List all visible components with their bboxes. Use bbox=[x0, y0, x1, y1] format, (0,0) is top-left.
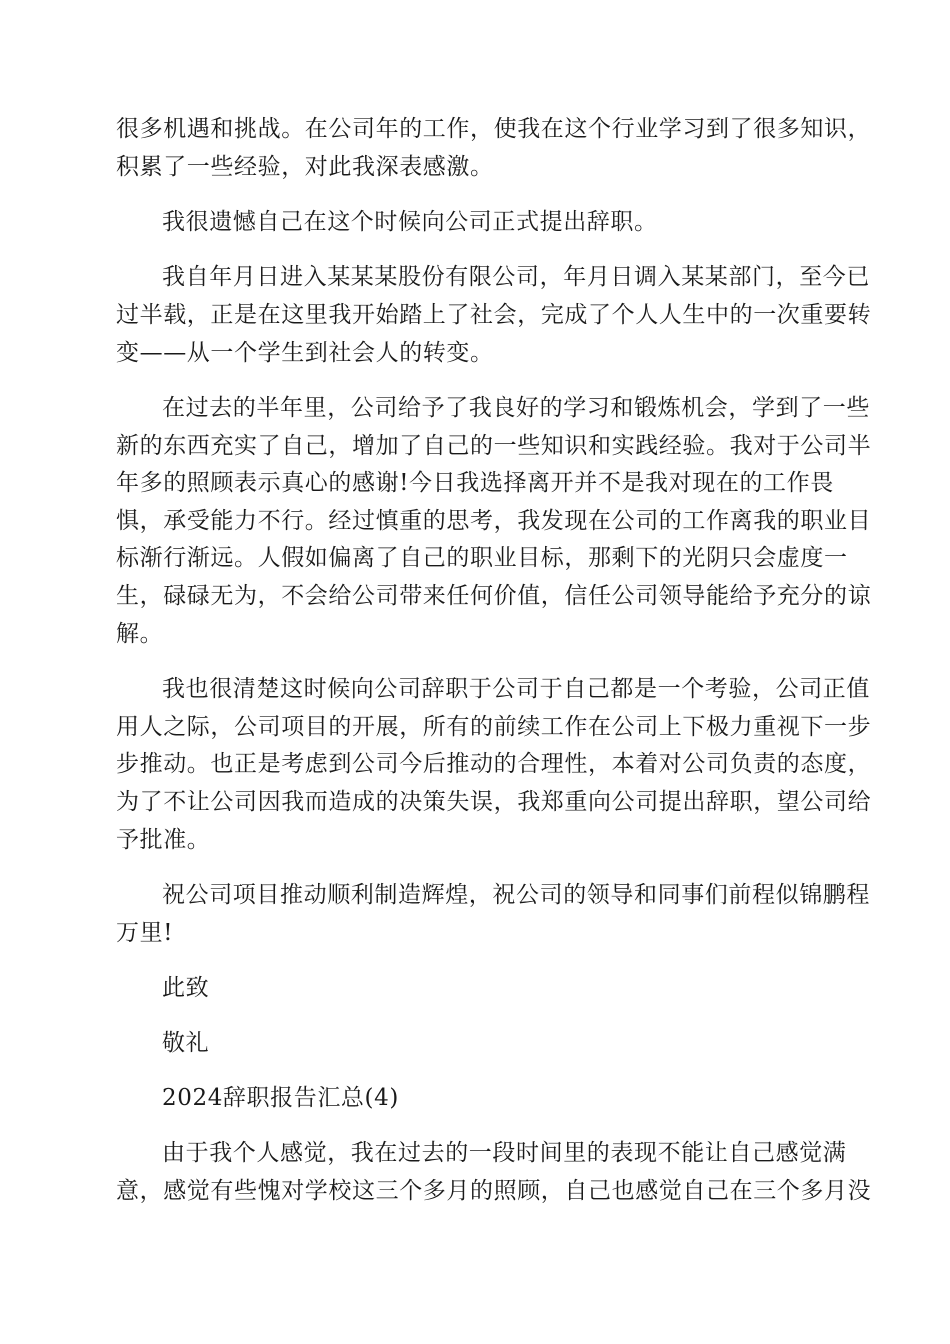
paragraph-1-line-1: 很多机遇和挑战。在公司年的工作，使我在这个行业学习到了很多知识， bbox=[116, 116, 872, 142]
paragraph-5-line-1: 我也很清楚这时候向公司辞职于公司于自己都是一个考验，公司正值 bbox=[162, 676, 870, 702]
paragraph-4-line-1: 在过去的半年里，公司给予了我良好的学习和锻炼机会，学到了一些 bbox=[162, 395, 870, 421]
closing-regards: 敬礼 bbox=[162, 1030, 210, 1056]
paragraph-1-line-2: 积累了一些经验，对此我深表感激。 bbox=[116, 154, 494, 180]
paragraph-6-line-2: 万里! bbox=[116, 920, 174, 946]
paragraph-4-line-6: 生，碌碌无为，不会给公司带来任何价值，信任公司领导能给予充分的谅 bbox=[116, 583, 872, 609]
closing-salutation: 此致 bbox=[162, 975, 210, 1001]
paragraph-2-line-1: 我很遗憾自己在这个时候向公司正式提出辞职。 bbox=[162, 209, 658, 235]
paragraph-10-line-1: 由于我个人感觉，我在过去的一段时间里的表现不能让自己感觉满 bbox=[162, 1140, 847, 1166]
section-heading: 2024辞职报告汇总(4) bbox=[162, 1085, 399, 1111]
paragraph-5-line-4: 为了不让公司因我而造成的决策失误，我郑重向公司提出辞职，望公司给 bbox=[116, 789, 872, 815]
paragraph-3-line-2: 过半载，正是在这里我开始踏上了社会，完成了个人人生中的一次重要转 bbox=[116, 302, 872, 328]
paragraph-5-line-5: 予批准。 bbox=[116, 827, 211, 853]
paragraph-3-line-1: 我自年月日进入某某某股份有限公司，年月日调入某某部门，至今已 bbox=[162, 264, 870, 290]
paragraph-4-line-3: 年多的照顾表示真心的感谢!今日我选择离开并不是我对现在的工作畏 bbox=[116, 470, 834, 496]
paragraph-6-line-1: 祝公司项目推动顺利制造辉煌，祝公司的领导和同事们前程似锦鹏程 bbox=[162, 882, 870, 908]
paragraph-5-line-3: 步推动。也正是考虑到公司今后推动的合理性，本着对公司负责的态度， bbox=[116, 751, 872, 777]
paragraph-4-line-2: 新的东西充实了自己，增加了自己的一些知识和实践经验。我对于公司半 bbox=[116, 433, 872, 459]
paragraph-4-line-7: 解。 bbox=[116, 621, 164, 647]
paragraph-5-line-2: 用人之际，公司项目的开展，所有的前续工作在公司上下极力重视下一步 bbox=[116, 714, 872, 740]
paragraph-4-line-5: 标渐行渐远。人假如偏离了自己的职业目标，那剩下的光阴只会虚度一 bbox=[116, 545, 848, 571]
paragraph-10-line-2: 意，感觉有些愧对学校这三个多月的照顾，自己也感觉自己在三个多月没 bbox=[116, 1178, 872, 1204]
paragraph-4-line-4: 惧，承受能力不行。经过慎重的思考，我发现在公司的工作离我的职业目 bbox=[116, 508, 872, 534]
paragraph-3-line-3: 变——从一个学生到社会人的转变。 bbox=[116, 340, 494, 366]
